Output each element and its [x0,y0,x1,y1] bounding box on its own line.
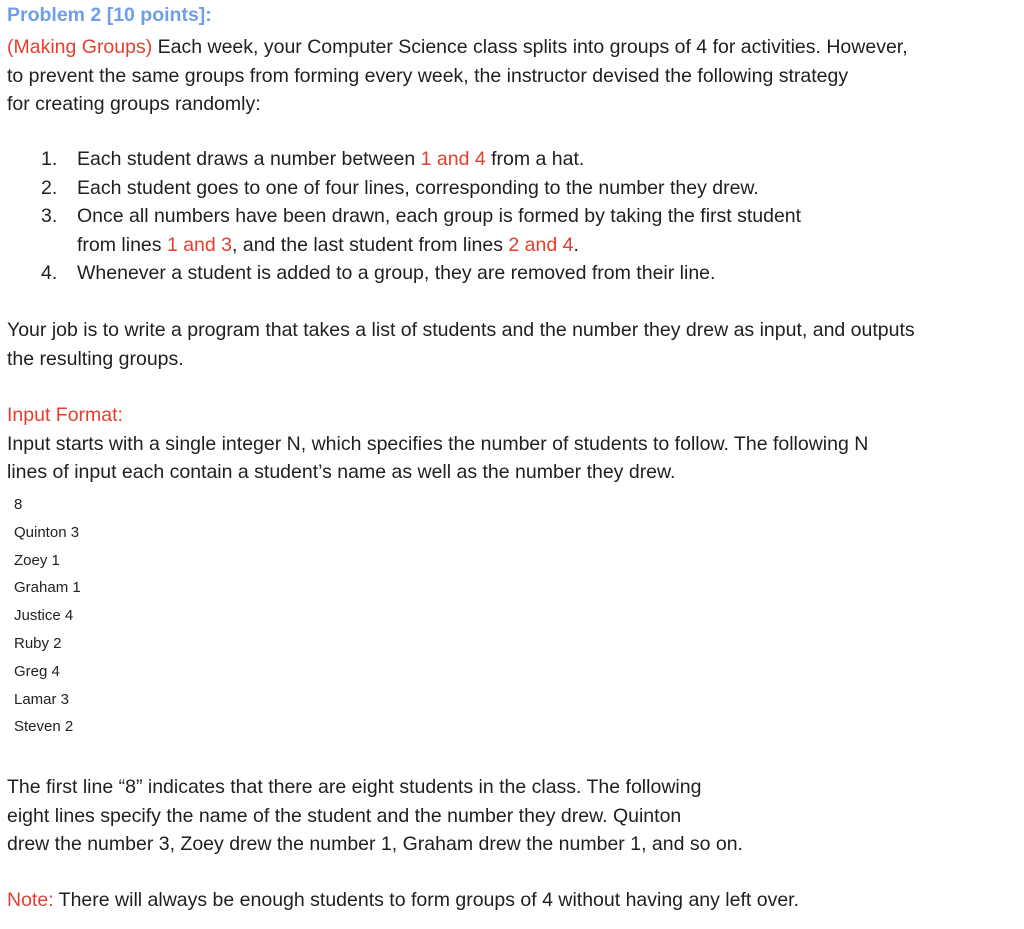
sample-input-block [14,491,81,741]
sample-input-line: 8 [14,496,23,513]
explanation-line-1: The first line “8” indicates that there are eight students in the class. The following [7,776,702,798]
topic-label: (Making Groups) [7,36,153,58]
step-text-line-2 [77,231,933,260]
note-paragraph [7,886,1007,915]
input-format-line-2: lines of input each contain a student’s name as well as the number they drew. [7,461,676,483]
note-text: There will always be enough students to form groups of 4 without having any left over. [53,889,800,911]
problem-title: Problem 2 [10 points]: [7,4,212,26]
explanation-line-2: eight lines specify the name of the student and the number they drew. Quinton [7,804,682,827]
step-item-4 [33,259,933,288]
step-text: . [573,233,579,256]
note-label: Note: [7,889,54,911]
sample-input-line: Greg 4 [14,662,60,680]
input-format-line-1: Input starts with a single integer N, which specifies the number of students to follow. The following N [7,432,869,455]
step-text: Each student goes to one of four lines, corresponding to the number they drew. [77,176,759,199]
sample-input-line: Ruby 2 [14,634,62,652]
step-highlight: 1 and 3 [166,233,233,256]
step-text: Once all numbers have been drawn, each group is formed by taking the first student [77,205,802,227]
step-number: 4. [41,262,58,284]
step-highlight: 2 and 4 [508,233,574,256]
sample-input-line: Justice 4 [14,607,74,625]
task-line-1: Your job is to write a program that takes a list of students and the number they drew as input, and outputs [7,319,915,341]
sample-input-line: Lamar 3 [14,690,70,708]
step-text: Whenever a student is added to a group, they are removed from their line. [77,262,716,284]
step-text: from lines [77,233,167,256]
step-number: 1. [41,148,58,170]
intro-line-3: for creating groups randomly: [7,93,261,115]
explanation-line-3: drew the number 3, Zoey drew the number 1, Graham drew the number 1, and so on. [7,833,743,855]
step-item-1 [33,145,933,174]
sample-input-line: Graham 1 [14,579,81,597]
step-item-2 [33,174,933,203]
task-line-2: the resulting groups. [7,347,184,370]
step-number: 2. [41,176,58,199]
input-format-section [7,401,1007,487]
step-highlight: 1 and 4 [420,148,486,170]
step-text: Each student draws a number between [77,148,421,170]
step-text: , and the last student from lines [232,233,509,256]
task-paragraph [7,316,1007,373]
intro-line-1 [7,33,1007,62]
intro-line-2: to prevent the same groups from forming every week, the instructor devised the following strategy [7,64,849,87]
explanation-paragraph [7,773,1007,859]
intro-paragraph [7,33,1007,119]
sample-input-line: Steven 2 [14,718,74,736]
sample-input-line: Zoey 1 [14,551,60,569]
step-text: from a hat. [485,148,585,170]
sample-input-line: Quinton 3 [14,523,80,541]
step-number: 3. [41,205,58,227]
step-item-3 [33,202,933,259]
input-format-heading: Input Format: [7,404,123,426]
strategy-steps [33,145,933,288]
intro-line-1-text: Each week, your Computer Science class splits into groups of 4 for activities. However, [152,36,908,58]
